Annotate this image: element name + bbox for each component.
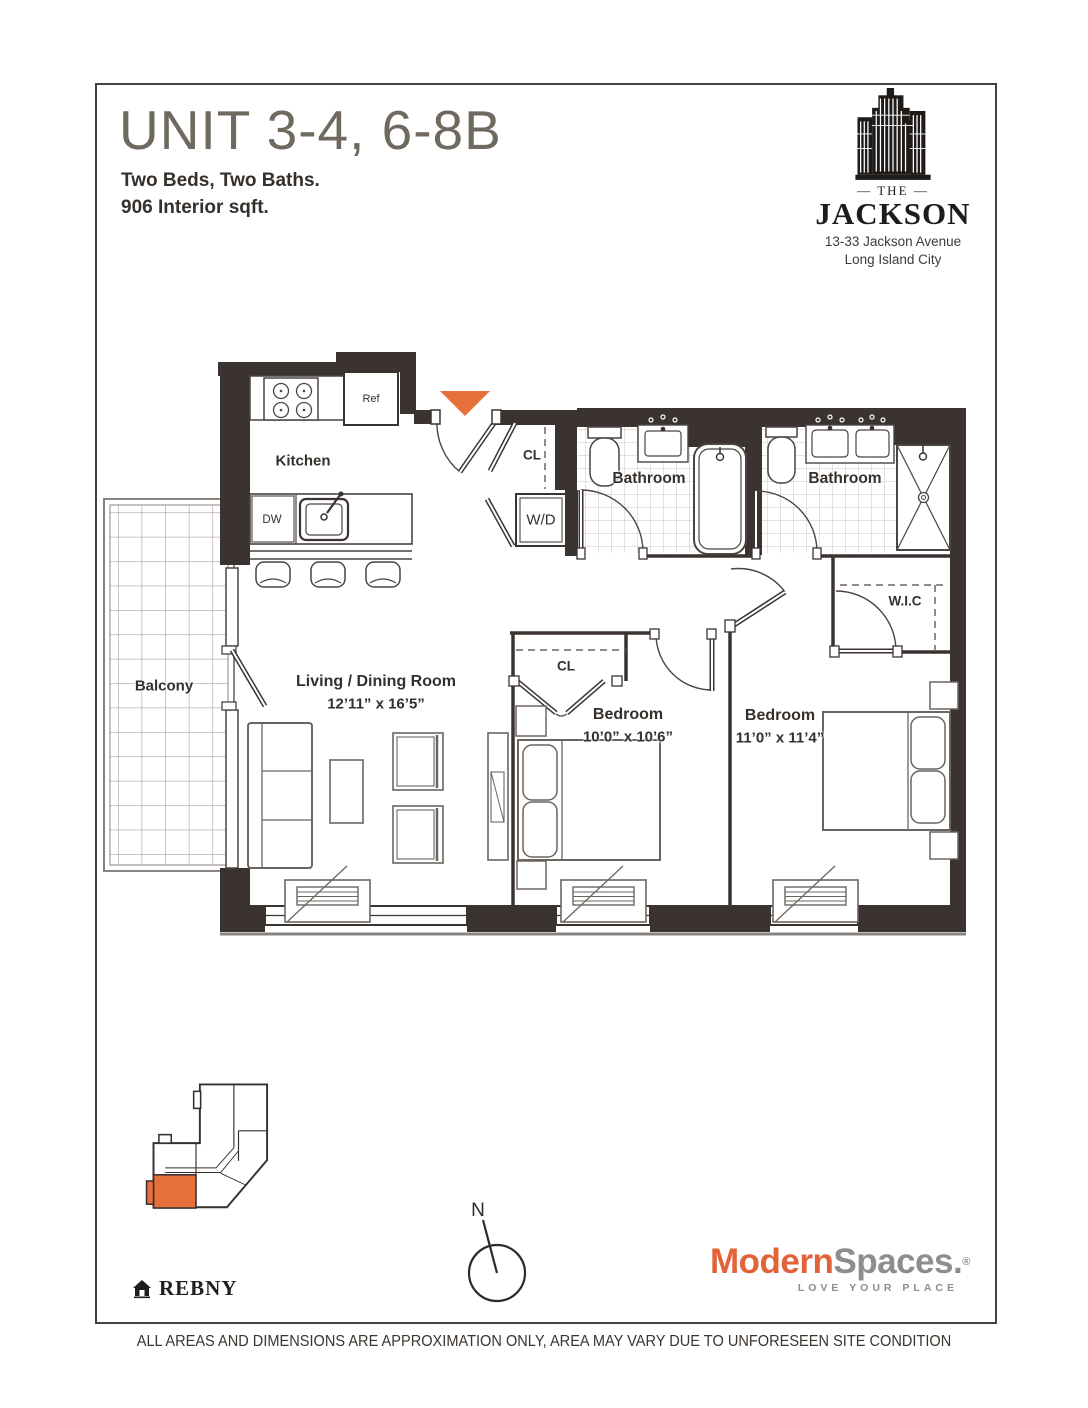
unit-sqft: 906 Interior sqft.: [121, 197, 269, 218]
label-hall-closet: CL: [523, 447, 541, 463]
pillow: [911, 771, 945, 823]
building-address: [795, 233, 991, 269]
floor-plan: [90, 340, 990, 960]
north-label: N: [471, 1200, 485, 1221]
building-address-line2: Long Island City: [844, 252, 942, 267]
modernspaces-logo: [710, 1242, 970, 1294]
rebny-logo: [132, 1276, 238, 1301]
nightstand: [517, 861, 546, 889]
label-bathroom-1: Bathroom: [612, 470, 686, 487]
bedroom2-door: [725, 569, 785, 632]
rebny-house-icon: [132, 1279, 152, 1299]
label-living-dining-dims: 12’11” x 16’5”: [327, 695, 425, 713]
bar-stools: [256, 562, 400, 587]
pillow: [523, 745, 557, 800]
armchair-1: [393, 733, 443, 790]
building-icon: [855, 88, 931, 182]
bedroom2-furniture: [823, 682, 958, 859]
tv-console: [488, 733, 508, 860]
modernspaces-modern: Modern: [710, 1242, 834, 1281]
living-furniture: [248, 723, 508, 868]
label-balcony: Balcony: [134, 677, 194, 695]
toilet-tank: [766, 427, 797, 437]
entry-marker: [440, 391, 490, 416]
highlighted-unit: [154, 1175, 197, 1208]
sofa: [248, 723, 312, 868]
nightstand: [930, 682, 958, 709]
nightstand: [930, 832, 958, 859]
coffee-table: [330, 760, 363, 823]
pillow: [911, 717, 945, 769]
label-bedroom1-closet: CL: [557, 658, 575, 674]
label-bedroom-1-dims: 10’0” x 10’6”: [582, 728, 674, 746]
label-dishwasher: DW: [262, 514, 282, 526]
pillow: [523, 802, 557, 857]
building-logo: [795, 88, 991, 269]
label-walk-in-closet: W.I.C: [888, 593, 922, 609]
rebny-label: REBNY: [159, 1276, 238, 1300]
label-bedroom-1: Bedroom: [592, 706, 664, 723]
label-bathroom-2: Bathroom: [808, 470, 882, 487]
toilet-tank: [588, 427, 621, 438]
armchair-2: [393, 806, 443, 863]
unit-bed-bath: Two Beds, Two Baths.: [121, 170, 320, 191]
island-edge: [250, 551, 412, 559]
label-bedroom-2-dims: 11’0” x 11’4”: [735, 729, 825, 747]
toilet-bowl: [768, 437, 795, 483]
building-name: JACKSON: [815, 196, 971, 231]
entry-door: [431, 410, 501, 472]
building-address-line1: 13-33 Jackson Avenue: [824, 234, 962, 249]
modernspaces-spaces: Spaces.: [833, 1242, 963, 1281]
label-refrigerator: Ref: [362, 393, 380, 405]
nightstand: [516, 706, 546, 736]
label-kitchen: Kitchen: [275, 452, 331, 470]
modernspaces-tagline: LOVE YOUR PLACE: [797, 1282, 958, 1294]
label-bedroom-2: Bedroom: [744, 707, 816, 724]
shower: [897, 445, 950, 550]
kitchen-fixtures: [250, 372, 412, 587]
label-washer-dryer: W/D: [526, 511, 556, 529]
footer-disclaimer: ALL AREAS AND DIMENSIONS ARE APPROXIMATION ONLY, AREA MAY VARY DUE TO UNFORESEEN SITE CONDITION: [136, 1333, 952, 1350]
registered-mark-icon: ®: [962, 1256, 970, 1268]
key-plan: [128, 1066, 298, 1262]
compass: [452, 1194, 548, 1306]
label-living-dining: Living / Dining Room: [296, 673, 456, 690]
bedroom1-door: [650, 629, 716, 691]
unit-summary: [121, 167, 320, 221]
building-name-prefix: — THE —: [857, 183, 929, 198]
modernspaces-wordmark: [710, 1242, 970, 1281]
page-title: UNIT 3-4, 6-8B: [119, 99, 502, 161]
